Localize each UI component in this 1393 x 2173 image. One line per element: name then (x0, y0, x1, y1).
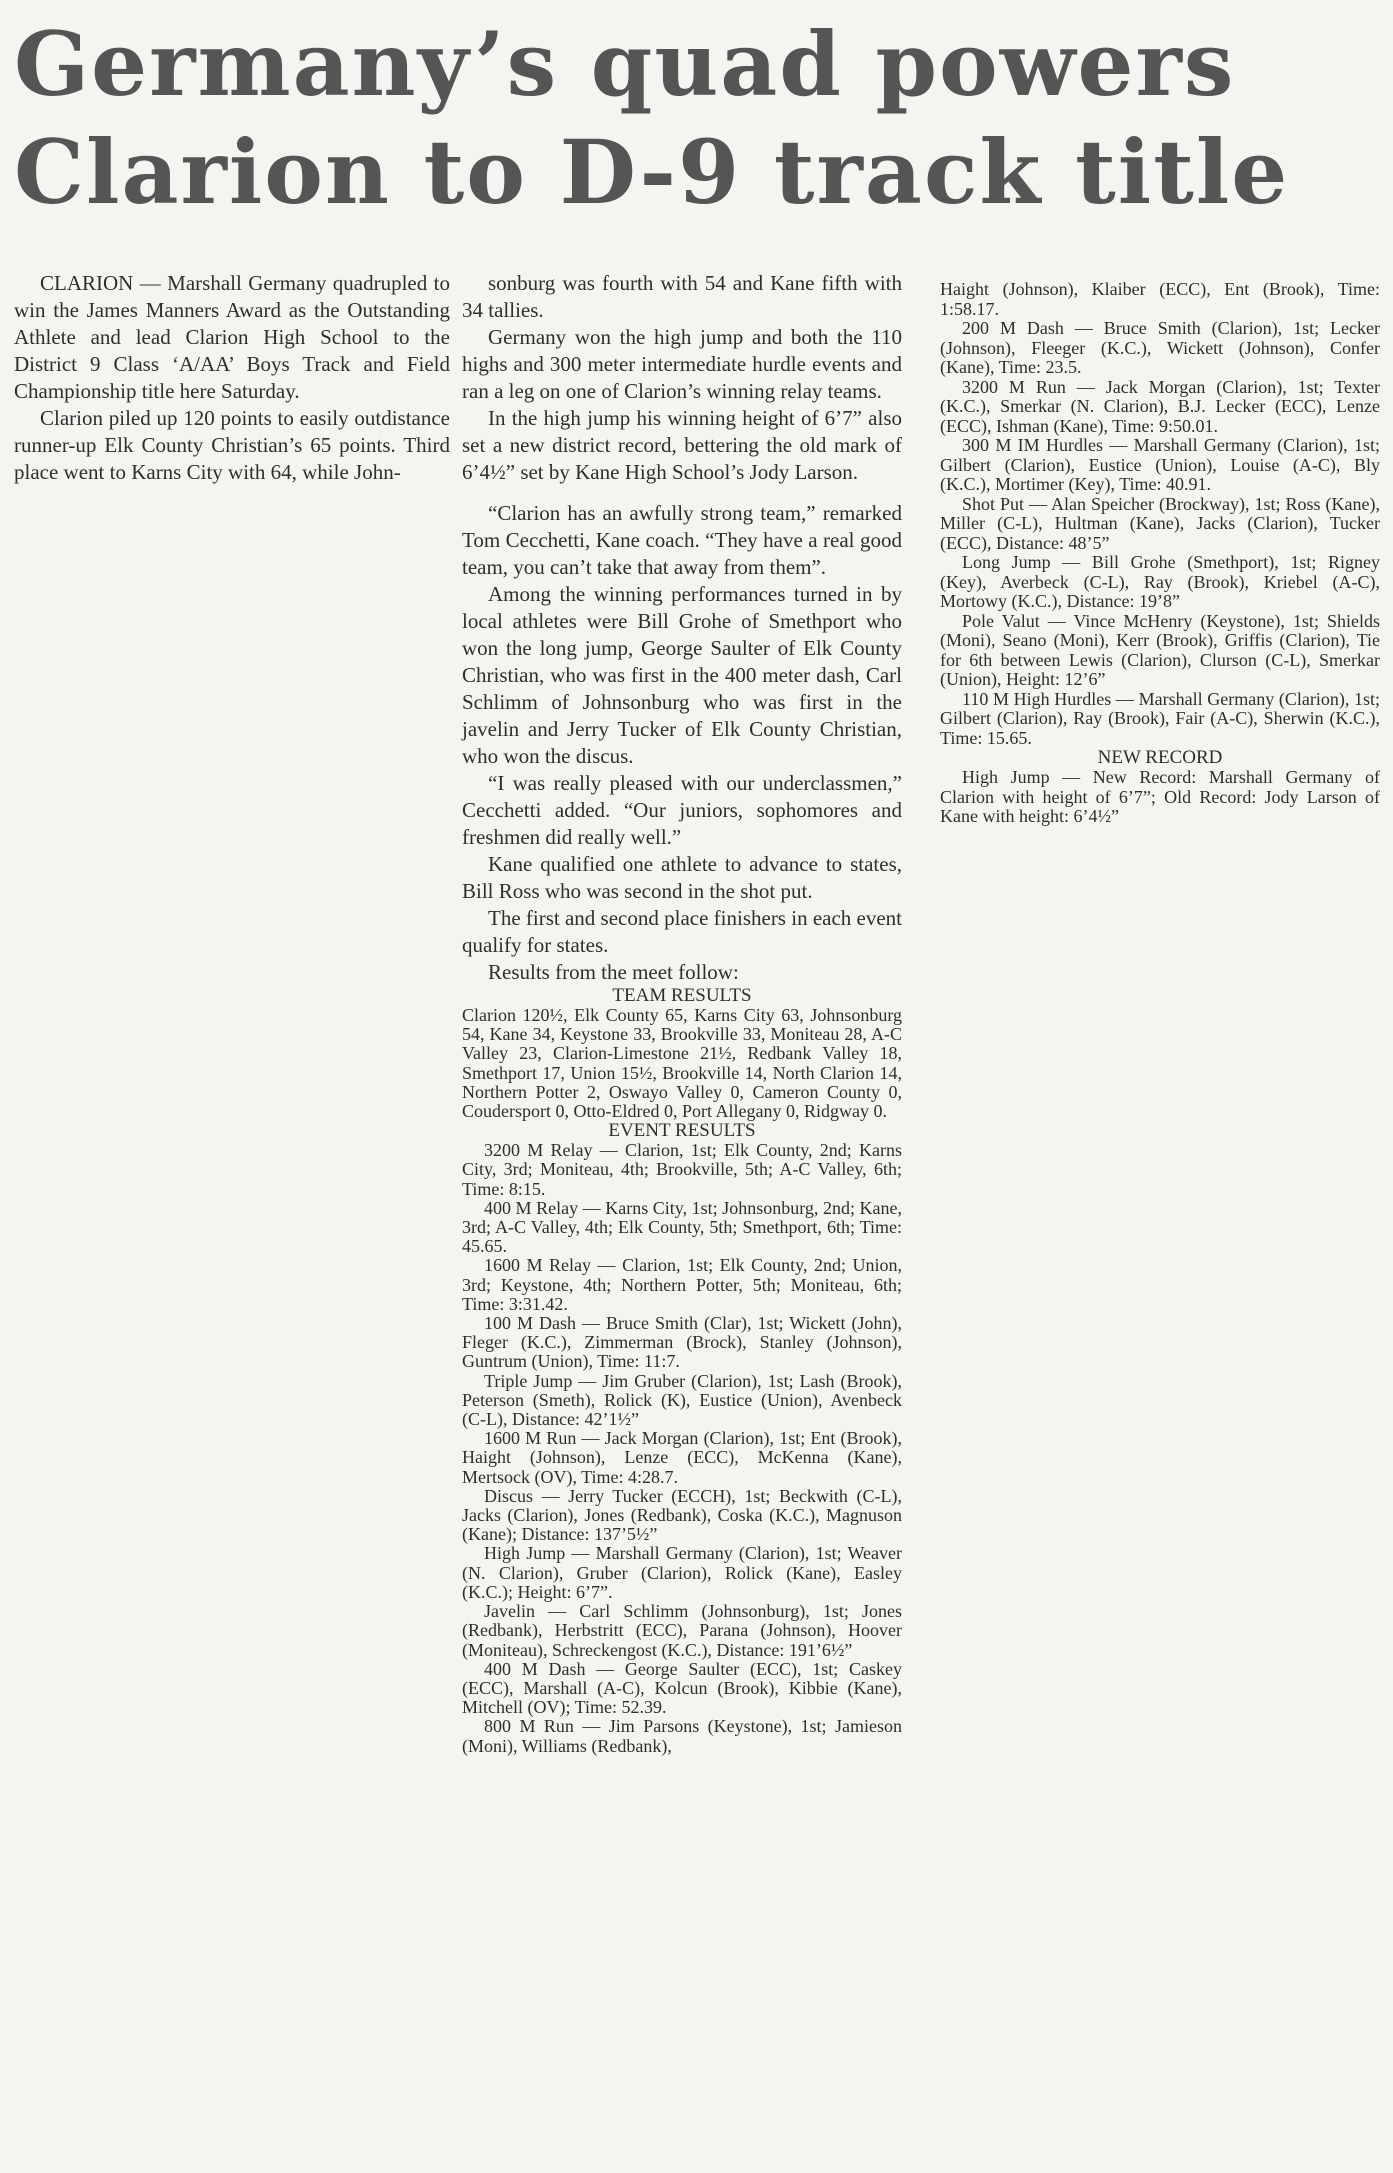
headline-line-1: Germany’s quad powers (14, 12, 1236, 116)
paragraph: sonburg was fourth with 54 and Kane fifth with 34 tallies. (462, 271, 902, 322)
paragraph: The first and second place finishers in each event qualify for states. (462, 906, 903, 957)
event-result: Shot Put — Alan Speicher (Brockway), 1st; Ross (Kane), Miller (C-L), Hultman (Kane), Jacks (Clarion), Tucker (ECC), Distance: 48’5” (940, 493, 1380, 553)
event-result: 200 M Dash — Bruce Smith (Clarion), 1st; Lecker (Johnson), Fleeger (K.C.), Wickett (Johnson), Confer (Kane), Time: 23.5. (940, 318, 1380, 377)
article-column-2 (462, 270, 902, 1756)
meet-results (462, 986, 902, 1756)
event-result: Javelin — Carl Schlimm (Johnsonburg), 1st; Jones (Redbank), Herbstritt (ECC), Parana (Johnson), Hoover (Moniteau), Schreckengost (K.C.), Distance: 191’6½” (462, 1601, 902, 1660)
event-result: Haight (Johnson), Klaiber (ECC), Ent (Brook), Time: 1:58.17. (940, 279, 1380, 319)
paragraph: In the high jump his winning height of 6’7” also set a new district record, bettering the old mark of 6’4½” set by Kane High School’s Jody Larson. (462, 406, 902, 484)
paragraph: “I was really pleased with our underclassmen,” Cecchetti added. “Our juniors, sophomores and freshmen did really well.” (462, 771, 902, 849)
event-result: Pole Valut — Vince McHenry (Keystone), 1st; Shields (Moni), Seano (Moni), Kerr (Brook), Griffis (Clarion), Tie for 6th between Lewis (Clarion), Clurson (C-L), Smerkar (Union), Height: 12’6” (940, 610, 1380, 689)
article-column-3 (940, 280, 1380, 827)
team-results-heading: TEAM RESULTS (612, 985, 752, 1006)
event-result: 400 M Dash — George Saulter (ECC), 1st; Caskey (ECC), Marshall (A-C), Kolcun (Brook), Kibbie (Kane), Mitchell (OV); Time: 52.39. (462, 1658, 902, 1718)
event-result: 800 M Run — Jim Parsons (Keystone), 1st; Jamieson (Moni), Williams (Redbank), (462, 1716, 902, 1756)
paragraph: Kane qualified one athlete to advance to states, Bill Ross who was second in the shot put. (462, 852, 902, 903)
event-result: 110 M High Hurdles — Marshall Germany (Clarion), 1st; Gilbert (Clarion), Ray (Brook), Fair (A-C), Sherwin (K.C.), Time: 15.65. (940, 688, 1380, 748)
paragraph: Among the winning performances turned in by local athletes were Bill Grohe of Smethport who won the long jump, George Saulter of Elk County Christian, who was first in the 400 meter dash, Carl Schlimm of Johnsonburg who was first in the javelin and Jerry Tucker of Elk County Christian, who won the discus. (462, 582, 902, 768)
event-result: 100 M Dash — Bruce Smith (Clar), 1st; Wickett (John), Fleger (K.C.), Zimmerman (Brock), Stanley (Johnson), Guntrum (Union), Time: 11:7. (462, 1313, 902, 1372)
new-record-heading: NEW RECORD (1097, 747, 1223, 768)
paragraph: CLARION — Marshall Germany quadrupled to win the James Manners Award as the Outstanding Athlete and lead Clarion High School to the District 9 Class ‘A/AA’ Boys Track and Field Championship title here Saturday. (14, 271, 450, 403)
article-column-1 (14, 270, 450, 486)
event-result: 3200 M Relay — Clarion, 1st; Elk County, 2nd; Karns City, 3rd; Moniteau, 4th; Brookville, 5th; A-C Valley, 6th; Time: 8:15. (462, 1140, 902, 1199)
event-result: 400 M Relay — Karns City, 1st; Johnsonburg, 2nd; Kane, 3rd; A-C Valley, 4th; Elk County, 5th; Smethport, 6th; Time: 45.65. (462, 1197, 902, 1257)
event-result: 1600 M Relay — Clarion, 1st; Elk County, 2nd; Union, 3rd; Keystone, 4th; Northern Potter, 5th; Moniteau, 6th; Time: 3:31.42. (462, 1255, 902, 1314)
headline-line-2: Clarion to D-9 track title (14, 120, 1290, 224)
paragraph: Results from the meet follow: (488, 960, 739, 984)
event-result: Triple Jump — Jim Gruber (Clarion), 1st; Lash (Brook), Peterson (Smeth), Rolick (K), Eustice (Union), Avenbeck (C-L), Distance: 42’1½” (462, 1370, 902, 1430)
headline (14, 10, 1384, 226)
team-results-text: Clarion 120½, Elk County 65, Karns City 63, Johnsonburg 54, Kane 34, Keystone 33, Brookville 33, Moniteau 28, A-C Valley 23, Clarion-Limestone 21½, Redbank Valley 18, Smethport 17, Union 15½, Brookville 14, North Clarion 14, Northern Potter 2, Oswayo Valley 0, Cameron County 0, Coudersport 0, Otto-Eldred 0, Port Allegany 0, Ridgway 0. (462, 1005, 902, 1122)
paragraph: Germany won the high jump and both the 110 highs and 300 meter intermediate hurdle events and ran a leg on one of Clarion’s winning relay teams. (462, 325, 902, 403)
event-result: Discus — Jerry Tucker (ECCH), 1st; Beckwith (C-L), Jacks (Clarion), Jones (Redbank), Coska (K.C.), Magnuson (Kane); Distance: 137’5½” (462, 1485, 902, 1545)
new-record-text: High Jump — New Record: Marshall Germany of Clarion with height of 6’7”; Old Record: Jody Larson of Kane with height: 6’4½” (940, 767, 1380, 826)
event-result: Long Jump — Bill Grohe (Smethport), 1st; Rigney (Key), Averbeck (C-L), Ray (Brook), Kriebel (A-C), Mortowy (K.C.), Distance: 19’8” (940, 552, 1380, 611)
event-result: High Jump — Marshall Germany (Clarion), 1st; Weaver (N. Clarion), Gruber (Clarion), Rolick (Kane), Easley (K.C.); Height: 6’7”. (462, 1543, 902, 1602)
paragraph: Clarion piled up 120 points to easily outdistance runner-up Elk County Christian’s 65 points. Third place went to Karns City with 64, while John- (14, 406, 450, 484)
paragraph: “Clarion has an awfully strong team,” remarked Tom Cecchetti, Kane coach. “They have a real good team, you can’t take that away from them”. (462, 501, 902, 579)
event-result: 3200 M Run — Jack Morgan (Clarion), 1st; Texter (K.C.), Smerkar (N. Clarion), B.J. Lecker (ECC), Lenze (ECC), Ishman (Kane), Time: 9:50.01. (940, 376, 1380, 436)
event-results-heading: EVENT RESULTS (608, 1120, 756, 1142)
event-result: 300 M IM Hurdles — Marshall Germany (Clarion), 1st; Gilbert (Clarion), Eustice (Union), Louise (A-C), Bly (K.C.), Mortimer (Key), Time: 40.91. (940, 435, 1380, 494)
event-result: 1600 M Run — Jack Morgan (Clarion), 1st; Ent (Brook), Haight (Johnson), Lenze (ECC), McKenna (Kane), Mertsock (OV), Time: 4:28.7. (462, 1428, 902, 1487)
